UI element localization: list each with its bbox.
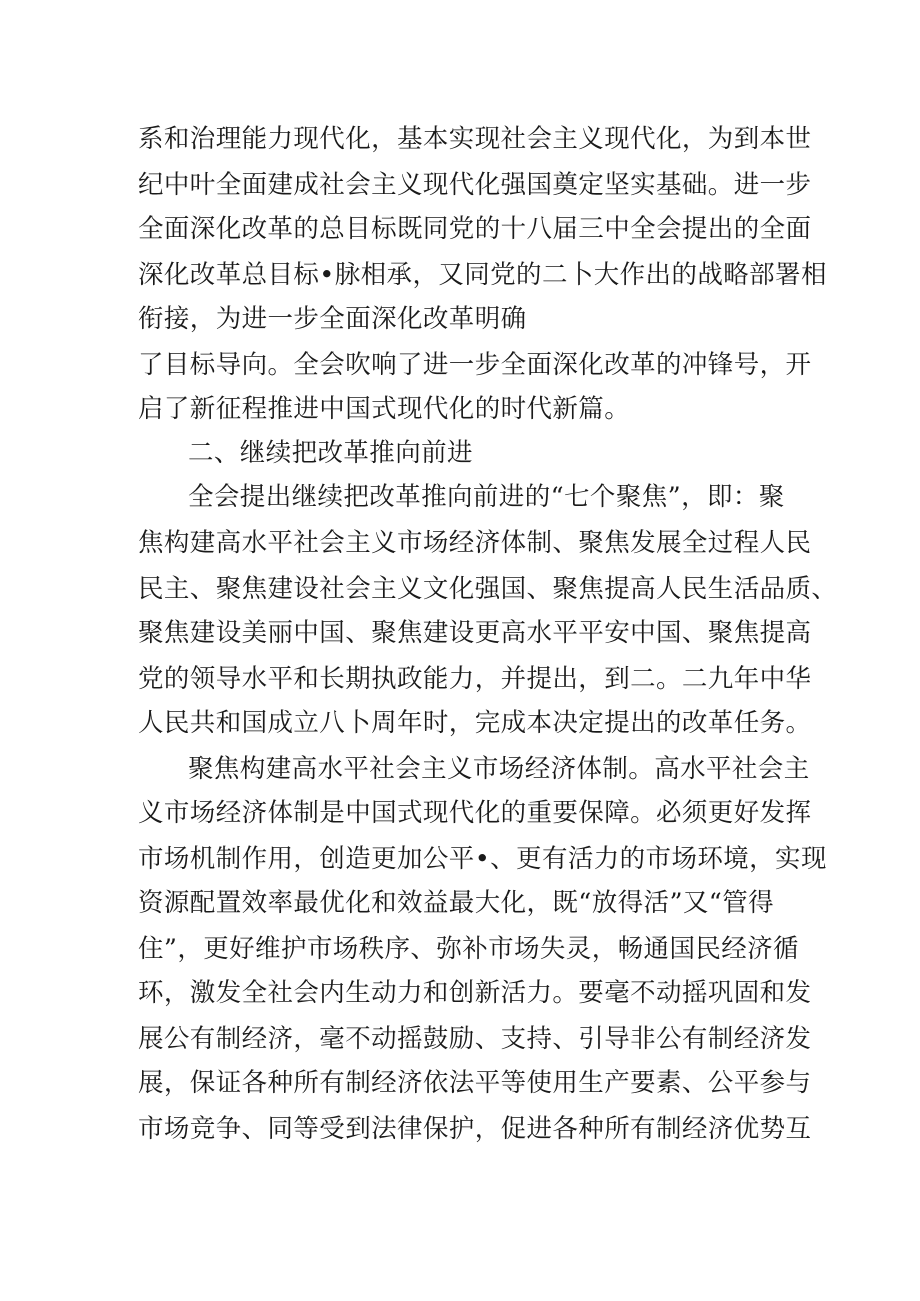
text-line: 全会提出继续把改革推向前进的“七个聚焦”，即：聚 (188, 482, 785, 512)
text-line: 党的领导水平和长期执政能力，并提出，到二。二九年中华 (138, 664, 812, 694)
text-line: 纪中叶全面建成社会主义现代化强国奠定坚实基础。进一步 (138, 170, 812, 200)
text-line: 环，激发全社会内生动力和创新活力。要毫不动摇巩固和发 (138, 978, 812, 1008)
text-line: 义市场经济体制是中国式现代化的重要保障。必须更好发挥 (138, 798, 812, 828)
text-line: 衔接，为进一步全面深化改革明确 (138, 304, 527, 334)
text-line: 启了新征程推进中国式现代化的时代新篇。 (138, 394, 631, 424)
text-line: 焦构建高水平社会主义市场经济体制、聚焦发展全过程人民 (138, 528, 812, 558)
section-heading: 二、继续把改革推向前进 (188, 438, 473, 468)
text-line: 资源配置效率最优化和效益最大化，既“放得活”又“管得 (138, 888, 775, 918)
text-line: 了目标导向。全会吹响了进一步全面深化改革的冲锋号，开 (138, 350, 812, 380)
text-line: 系和治理能力现代化，基本实现社会主义现代化，为到本世 (138, 124, 812, 154)
text-line: 人民共和国成立八卜周年时，完成本决定提出的改革任务。 (138, 708, 812, 738)
text-line: 展，保证各种所有制经济依法平等使用生产要素、公平参与 (138, 1068, 812, 1098)
text-line: 市场机制作用，创造更加公平•、更有活力的市场环境，实现 (138, 844, 827, 874)
text-line: 市场竞争、同等受到法律保护，促进各种所有制经济优势互 (138, 1114, 812, 1144)
text-line: 全面深化改革的总目标既同党的十八届三中全会提出的全面 (138, 214, 812, 244)
text-line: 聚焦构建高水平社会主义市场经济体制。高水平社会主 (188, 754, 810, 784)
text-line: 住”，更好维护市场秩序、弥补市场失灵，畅通国民经济循 (138, 934, 799, 964)
text-line: 民主、聚焦建设社会主义文化强国、聚焦提高人民生活品质、 (138, 574, 838, 604)
text-line: 聚焦建设美丽中国、聚焦建设更高水平平安中国、聚焦提高 (138, 618, 812, 648)
text-line: 深化改革总目标•脉相承，又同党的二卜大作出的战略部署相 (138, 260, 827, 290)
text-line: 展公有制经济，毫不动摇鼓励、支持、引导非公有制经济发 (138, 1024, 812, 1054)
